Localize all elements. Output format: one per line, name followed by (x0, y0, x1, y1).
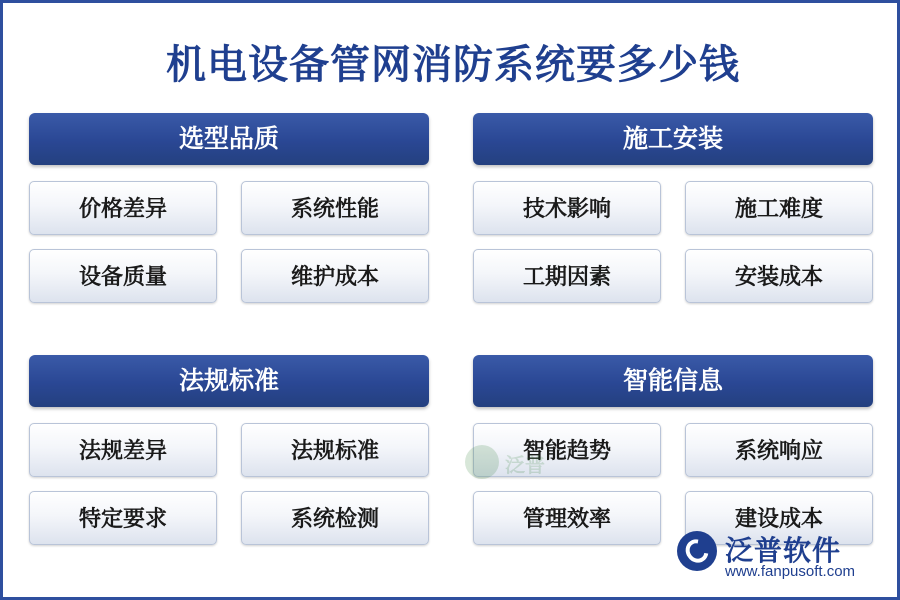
group-item[interactable]: 法规标准 (241, 423, 429, 477)
group-items (29, 181, 429, 317)
group-header: 智能信息 (473, 355, 873, 407)
group-item[interactable]: 智能趋势 (473, 423, 661, 477)
group-item[interactable]: 工期因素 (473, 249, 661, 303)
group-item[interactable]: 系统性能 (241, 181, 429, 235)
group-selection-quality (29, 113, 429, 317)
group-items (29, 423, 429, 559)
group-construction-installation (473, 113, 873, 317)
group-item[interactable]: 法规差异 (29, 423, 217, 477)
group-items (473, 181, 873, 317)
group-item[interactable]: 设备质量 (29, 249, 217, 303)
logo-mark-icon (677, 531, 717, 571)
group-regulations-standards (29, 355, 429, 559)
group-item[interactable]: 建设成本 (685, 491, 873, 545)
group-item[interactable]: 施工难度 (685, 181, 873, 235)
group-header: 选型品质 (29, 113, 429, 165)
page-title: 机电设备管网消防系统要多少钱 (166, 43, 740, 87)
logo-url: www.fanpusoft.com (725, 563, 856, 580)
group-item[interactable]: 特定要求 (29, 491, 217, 545)
group-item[interactable]: 维护成本 (241, 249, 429, 303)
group-item[interactable]: 安装成本 (685, 249, 873, 303)
logo-name: 泛普软件 (725, 535, 842, 566)
group-item[interactable]: 系统检测 (241, 491, 429, 545)
group-item[interactable]: 价格差异 (29, 181, 217, 235)
group-item[interactable]: 系统响应 (685, 423, 873, 477)
logo-swoosh-icon (681, 535, 713, 567)
brand-logo (677, 529, 877, 585)
group-item[interactable]: 技术影响 (473, 181, 661, 235)
group-item[interactable]: 管理效率 (473, 491, 661, 545)
group-header: 施工安装 (473, 113, 873, 165)
group-header: 法规标准 (29, 355, 429, 407)
